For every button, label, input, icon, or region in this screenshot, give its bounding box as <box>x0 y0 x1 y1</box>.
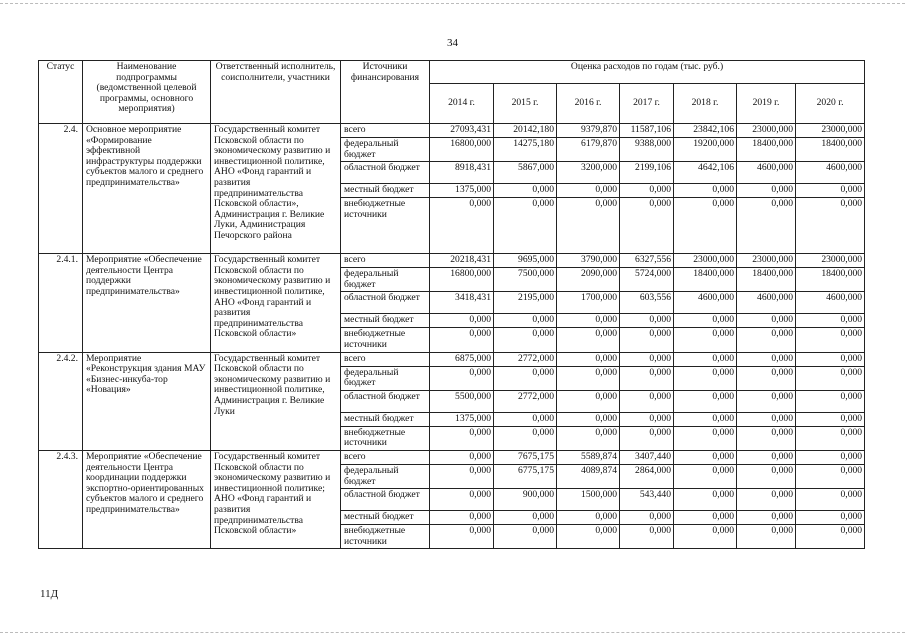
cell-value: 2864,000 <box>620 464 674 488</box>
cell-value: 0,000 <box>494 198 557 254</box>
cell-executor: Государственный комитет Псковской области по экономическому развитию и инвестиционной политике; АНО «Фонд гарантий и развития предпринимательства Псковской области» <box>211 450 341 548</box>
cell-source: областной бюджет <box>341 489 430 511</box>
cell-source: местный бюджет <box>341 511 430 525</box>
cell-value: 0,000 <box>796 426 865 450</box>
header-year: 2020 г. <box>796 84 865 124</box>
cell-value: 0,000 <box>737 525 796 549</box>
cell-value: 0,000 <box>494 184 557 198</box>
cell-value: 0,000 <box>494 426 557 450</box>
cell-value: 6775,175 <box>494 464 557 488</box>
cell-value: 0,000 <box>674 352 737 366</box>
table-body <box>39 124 865 549</box>
table-row <box>39 450 865 464</box>
cell-value: 0,000 <box>674 314 737 328</box>
cell-subprogram-name: Основное мероприятие «Формирование эффективной инфраструктуры поддержки субъектов малого и среднего предпринимательства» <box>83 124 211 254</box>
cell-source: местный бюджет <box>341 314 430 328</box>
cell-value: 0,000 <box>737 412 796 426</box>
cell-executor: Государственный комитет Псковской области по экономическому развитию и инвестиционной политике, АНО «Фонд гарантий и развития предпринимательства Псковской области» <box>211 254 341 352</box>
cell-value: 1500,000 <box>557 489 620 511</box>
cell-value: 0,000 <box>737 314 796 328</box>
cell-value: 0,000 <box>557 511 620 525</box>
cell-value: 23000,000 <box>737 254 796 268</box>
cell-source: всего <box>341 450 430 464</box>
cell-value: 0,000 <box>620 412 674 426</box>
cell-value: 20218,431 <box>430 254 494 268</box>
cell-value: 0,000 <box>796 328 865 352</box>
cell-value: 0,000 <box>737 328 796 352</box>
header-year: 2017 г. <box>620 84 674 124</box>
cell-value: 4600,000 <box>796 162 865 184</box>
cell-value: 0,000 <box>674 525 737 549</box>
cell-value: 0,000 <box>674 450 737 464</box>
cell-value: 0,000 <box>430 464 494 488</box>
header-executor: Ответственный исполнитель, соисполнители, участники <box>211 61 341 124</box>
cell-value: 0,000 <box>430 198 494 254</box>
cell-value: 4600,000 <box>674 292 737 314</box>
cell-source: внебюджетные источники <box>341 198 430 254</box>
cell-value: 9695,000 <box>494 254 557 268</box>
cell-source: внебюджетные источники <box>341 525 430 549</box>
cell-value: 0,000 <box>796 511 865 525</box>
cell-value: 0,000 <box>796 352 865 366</box>
cell-value: 4089,874 <box>557 464 620 488</box>
header-status: Статус <box>39 61 83 124</box>
cell-value: 0,000 <box>796 198 865 254</box>
header-sources: Источники финансирования <box>341 61 430 124</box>
cell-value: 0,000 <box>796 314 865 328</box>
cell-source: областной бюджет <box>341 390 430 412</box>
cell-value: 0,000 <box>430 426 494 450</box>
header-subprogram: Наименование подпрограммы (ведомственной целевой программы, основного мероприятия) <box>83 61 211 124</box>
cell-value: 0,000 <box>674 426 737 450</box>
cell-value: 23000,000 <box>674 254 737 268</box>
cell-value: 0,000 <box>430 511 494 525</box>
cell-value: 0,000 <box>796 450 865 464</box>
cell-value: 18400,000 <box>796 268 865 292</box>
cell-value: 0,000 <box>737 426 796 450</box>
cell-value: 0,000 <box>430 314 494 328</box>
cell-value: 0,000 <box>674 184 737 198</box>
cell-source: федеральный бюджет <box>341 366 430 390</box>
cell-value: 1375,000 <box>430 412 494 426</box>
header-year: 2019 г. <box>737 84 796 124</box>
cell-value: 4642,106 <box>674 162 737 184</box>
cell-value: 2772,000 <box>494 352 557 366</box>
cell-subprogram-name: Мероприятие «Обеспечение деятельности Центра поддержки предпринимательства» <box>83 254 211 352</box>
cell-value: 14275,180 <box>494 138 557 162</box>
cell-value: 0,000 <box>620 511 674 525</box>
cell-value: 0,000 <box>620 328 674 352</box>
cell-value: 0,000 <box>737 511 796 525</box>
cell-value: 0,000 <box>430 328 494 352</box>
cell-value: 900,000 <box>494 489 557 511</box>
cell-value: 0,000 <box>557 352 620 366</box>
cell-value: 5500,000 <box>430 390 494 412</box>
cell-value: 16800,000 <box>430 268 494 292</box>
cell-value: 0,000 <box>494 328 557 352</box>
cell-value: 0,000 <box>737 489 796 511</box>
cell-value: 1375,000 <box>430 184 494 198</box>
cell-value: 7500,000 <box>494 268 557 292</box>
cell-value: 6875,000 <box>430 352 494 366</box>
cell-status: 2.4.3. <box>39 450 83 548</box>
table-row <box>39 352 865 366</box>
cell-value: 0,000 <box>674 366 737 390</box>
cell-executor: Государственный комитет Псковской области по экономическому развитию и инвестиционной политике, Администрация г. Великие Луки <box>211 352 341 450</box>
cell-source: местный бюджет <box>341 184 430 198</box>
cell-value: 0,000 <box>494 511 557 525</box>
cell-value: 4600,000 <box>737 162 796 184</box>
table-row <box>39 124 865 138</box>
cell-value: 9379,870 <box>557 124 620 138</box>
header-year: 2014 г. <box>430 84 494 124</box>
cell-value: 4600,000 <box>796 292 865 314</box>
cell-value: 0,000 <box>796 184 865 198</box>
cell-value: 0,000 <box>674 328 737 352</box>
cell-value: 2195,000 <box>494 292 557 314</box>
cell-value: 0,000 <box>620 366 674 390</box>
cell-subprogram-name: Мероприятие «Обеспечение деятельности Центра координации поддержки экспортно-ориентированных субъектов малого и среднего предпринимательства» <box>83 450 211 548</box>
cell-value: 5724,000 <box>620 268 674 292</box>
cell-source: всего <box>341 352 430 366</box>
cell-value: 0,000 <box>620 352 674 366</box>
cell-value: 0,000 <box>674 464 737 488</box>
cell-value: 18400,000 <box>796 138 865 162</box>
header-estimate: Оценка расходов по годам (тыс. руб.) <box>430 61 865 84</box>
cell-source: внебюджетные источники <box>341 426 430 450</box>
cell-value: 0,000 <box>620 426 674 450</box>
expense-table <box>38 60 865 549</box>
cell-executor: Государственный комитет Псковской области по экономическому развитию и инвестиционной политике, АНО «Фонд гарантий и развития предпринимательства Псковской области», Администрация г. Великие Луки, Администрация Печорского района <box>211 124 341 254</box>
scan-edge-top <box>0 3 905 4</box>
cell-value: 0,000 <box>557 366 620 390</box>
cell-source: областной бюджет <box>341 292 430 314</box>
cell-value: 0,000 <box>557 184 620 198</box>
cell-value: 2199,106 <box>620 162 674 184</box>
cell-value: 0,000 <box>674 412 737 426</box>
header-year: 2015 г. <box>494 84 557 124</box>
cell-value: 0,000 <box>737 450 796 464</box>
cell-value: 0,000 <box>494 525 557 549</box>
cell-value: 19200,000 <box>674 138 737 162</box>
cell-value: 2772,000 <box>494 390 557 412</box>
cell-source: федеральный бюджет <box>341 268 430 292</box>
cell-value: 0,000 <box>430 366 494 390</box>
cell-value: 0,000 <box>494 412 557 426</box>
cell-value: 0,000 <box>557 525 620 549</box>
cell-value: 7675,175 <box>494 450 557 464</box>
cell-value: 5589,874 <box>557 450 620 464</box>
cell-source: федеральный бюджет <box>341 464 430 488</box>
cell-value: 0,000 <box>796 390 865 412</box>
cell-value: 0,000 <box>620 525 674 549</box>
cell-value: 18400,000 <box>737 138 796 162</box>
cell-source: внебюджетные источники <box>341 328 430 352</box>
cell-value: 27093,431 <box>430 124 494 138</box>
cell-value: 0,000 <box>674 511 737 525</box>
header-year: 2018 г. <box>674 84 737 124</box>
cell-value: 6327,556 <box>620 254 674 268</box>
cell-status: 2.4. <box>39 124 83 254</box>
cell-source: федеральный бюджет <box>341 138 430 162</box>
cell-value: 4600,000 <box>737 292 796 314</box>
cell-value: 0,000 <box>674 489 737 511</box>
cell-value: 3200,000 <box>557 162 620 184</box>
cell-status: 2.4.2. <box>39 352 83 450</box>
cell-source: всего <box>341 254 430 268</box>
cell-value: 1700,000 <box>557 292 620 314</box>
cell-value: 0,000 <box>494 366 557 390</box>
cell-value: 2090,000 <box>557 268 620 292</box>
cell-value: 0,000 <box>620 314 674 328</box>
cell-value: 0,000 <box>430 525 494 549</box>
cell-value: 3418,431 <box>430 292 494 314</box>
cell-value: 23000,000 <box>796 124 865 138</box>
cell-value: 0,000 <box>557 390 620 412</box>
cell-value: 9388,000 <box>620 138 674 162</box>
cell-value: 603,556 <box>620 292 674 314</box>
table-row <box>39 254 865 268</box>
cell-value: 0,000 <box>430 450 494 464</box>
cell-value: 0,000 <box>796 464 865 488</box>
table-header-row <box>39 61 865 84</box>
cell-value: 0,000 <box>430 489 494 511</box>
cell-value: 543,440 <box>620 489 674 511</box>
cell-value: 0,000 <box>737 464 796 488</box>
cell-source: местный бюджет <box>341 412 430 426</box>
cell-value: 0,000 <box>796 366 865 390</box>
cell-value: 0,000 <box>737 184 796 198</box>
cell-value: 0,000 <box>557 198 620 254</box>
cell-value: 0,000 <box>674 390 737 412</box>
cell-value: 5867,000 <box>494 162 557 184</box>
cell-value: 0,000 <box>557 426 620 450</box>
cell-source: всего <box>341 124 430 138</box>
cell-subprogram-name: Мероприятие «Реконструкция здания МАУ «Бизнес-инкуба-тор «Новация» <box>83 352 211 450</box>
cell-value: 0,000 <box>796 412 865 426</box>
cell-source: областной бюджет <box>341 162 430 184</box>
cell-value: 16800,000 <box>430 138 494 162</box>
cell-value: 6179,870 <box>557 138 620 162</box>
cell-value: 11587,106 <box>620 124 674 138</box>
cell-value: 0,000 <box>557 328 620 352</box>
header-year: 2016 г. <box>557 84 620 124</box>
cell-value: 0,000 <box>557 412 620 426</box>
cell-value: 0,000 <box>737 366 796 390</box>
cell-value: 0,000 <box>737 352 796 366</box>
cell-value: 23000,000 <box>796 254 865 268</box>
cell-value: 0,000 <box>557 314 620 328</box>
cell-value: 8918,431 <box>430 162 494 184</box>
cell-value: 3407,440 <box>620 450 674 464</box>
cell-value: 0,000 <box>737 198 796 254</box>
cell-value: 0,000 <box>494 314 557 328</box>
cell-value: 0,000 <box>796 489 865 511</box>
cell-value: 3790,000 <box>557 254 620 268</box>
cell-value: 18400,000 <box>737 268 796 292</box>
footer-code: 11Д <box>40 588 59 600</box>
cell-value: 0,000 <box>620 184 674 198</box>
scan-edge-bottom <box>0 632 905 633</box>
cell-value: 18400,000 <box>674 268 737 292</box>
cell-value: 0,000 <box>674 198 737 254</box>
page-number: 34 <box>447 37 458 49</box>
cell-value: 0,000 <box>620 198 674 254</box>
cell-value: 23000,000 <box>737 124 796 138</box>
cell-value: 0,000 <box>737 390 796 412</box>
cell-value: 20142,180 <box>494 124 557 138</box>
cell-value: 0,000 <box>620 390 674 412</box>
cell-status: 2.4.1. <box>39 254 83 352</box>
cell-value: 0,000 <box>796 525 865 549</box>
cell-value: 23842,106 <box>674 124 737 138</box>
